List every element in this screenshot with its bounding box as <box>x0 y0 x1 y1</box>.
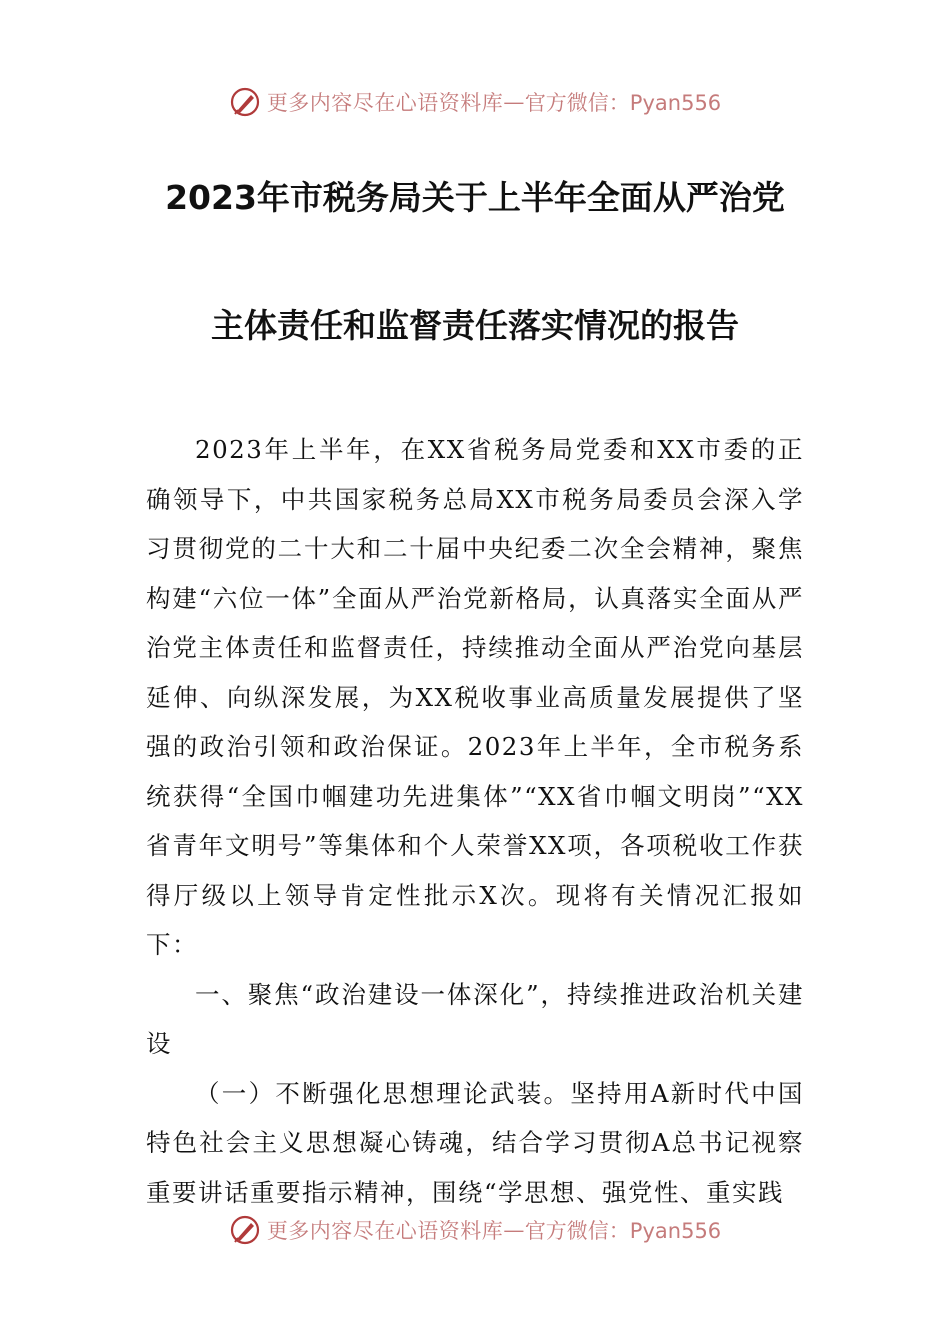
watermark-banner-bottom <box>0 1210 950 1250</box>
quill-logo-icon <box>229 1214 261 1246</box>
document-body <box>146 425 804 1217</box>
paragraph-intro: 2023年上半年，在XX省税务局党委和XX市委的正确领导下，中共国家税务总局XX市税务局委员会深入学习贯彻党的二十大和二十届中央纪委二次全会精神，聚焦构建“六位一体”全面从严治党新格局，认真落实全面从严治党主体责任和监督责任，持续推动全面从严治党向基层延伸、向纵深发展，为XX税收事业高质量发展提供了坚强的政治引领和政治保证。2023年上半年，全市税务系统获得“全国巾帼建功先进集体”“XX省巾帼文明岗”“XX省青年文明号”等集体和个人荣誉XX项，各项税收工作获得厅级以上领导肯定性批示X次。现将有关情况汇报如下： <box>146 435 804 959</box>
watermark-separator: — <box>503 90 525 114</box>
watermark-contact: 官方微信：Pyan556 <box>524 91 722 115</box>
quill-logo-icon <box>229 86 261 118</box>
watermark-site-text: 更多内容尽在心语资料库 <box>266 1219 504 1243</box>
watermark-banner-top <box>0 82 950 122</box>
watermark-separator: — <box>503 1218 525 1242</box>
section-heading-1: 一、聚焦“政治建设一体深化”，持续推进政治机关建设 <box>146 979 804 1058</box>
document-title-line-1: 2023年市税务局关于上半年全面从严治党 <box>165 178 785 217</box>
watermark-site-text: 更多内容尽在心语资料库 <box>266 91 504 115</box>
watermark-contact: 官方微信：Pyan556 <box>524 1219 722 1243</box>
document-title-line-2: 主体责任和监督责任落实情况的报告 <box>211 306 739 345</box>
paragraph-subsection-1: （一）不断强化思想理论武装。坚持用A新时代中国特色社会主义思想凝心铸魂，结合学习贯彻A总书记视察重要讲话重要指示精神，围绕“学思想、强党性、重实践 <box>146 1078 804 1207</box>
